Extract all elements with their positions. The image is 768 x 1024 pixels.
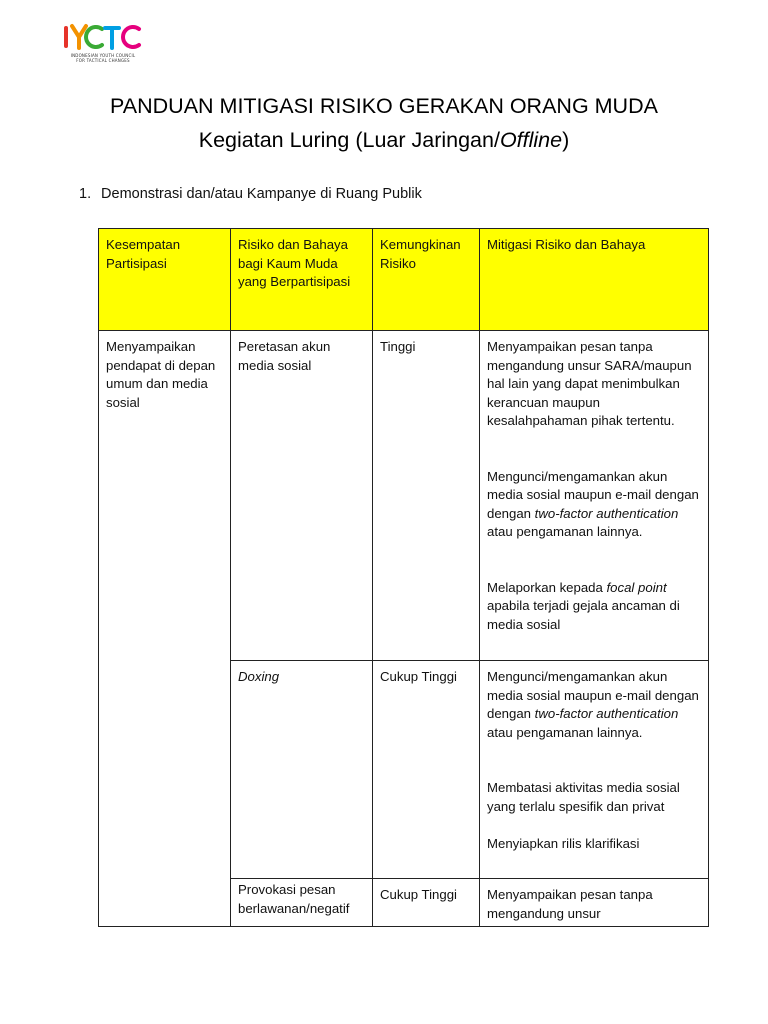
logo-subtitle-line1: INDONESIAN YOUTH COUNCIL [70, 53, 136, 58]
header-likelihood: Kemungkinan Risiko [373, 229, 480, 331]
logo-subtitle [62, 53, 144, 63]
table-row [99, 331, 709, 661]
header-participation: Kesempatan Partisipasi [99, 229, 231, 331]
section-heading [79, 186, 422, 202]
mitigation-cell [480, 661, 709, 879]
header-mitigation: Mitigasi Risiko dan Bahaya [480, 229, 709, 331]
document-subtitle: Kegiatan Luring (Luar Jaringan/Offline) [198, 128, 570, 152]
likelihood-cell: Cukup Tinggi [373, 879, 480, 927]
risk-cell: Provokasi pesan berlawanan/negatif [231, 879, 373, 927]
risk-cell: Doxing [231, 661, 373, 879]
table-header-row [99, 229, 709, 331]
mitigation-item: Melaporkan kepada focal point apabila terjadi gejala ancaman di media sosial [487, 579, 680, 632]
likelihood-cell: Cukup Tinggi [373, 661, 480, 879]
section-number: 1. [79, 186, 92, 202]
mitigation-item: Mengunci/mengamankan akun media sosial maupun e-mail dengan dengan two-factor authentication atau pengamanan lainnya. [487, 468, 699, 539]
section-text: Demonstrasi dan/atau Kampanye di Ruang Publik [101, 186, 422, 202]
mitigation-cell [480, 331, 709, 661]
mitigation-item: Membatasi aktivitas media sosial yang terlalu spesifik dan privat [487, 780, 680, 814]
mitigation-cell: Menyampaikan pesan tanpa mengandung unsur [480, 879, 709, 927]
mitigation-item: Menyampaikan pesan tanpa mengandung unsur SARA/maupun hal lain yang dapat menimbulkan kerancuan maupun kesalahpahaman pihak tertentu. [487, 339, 692, 428]
likelihood-cell: Tinggi [373, 331, 480, 661]
mitigation-item: Mengunci/mengamankan akun media sosial maupun e-mail dengan dengan two-factor authentication atau pengamanan lainnya. [487, 669, 699, 740]
logo-subtitle-line2: FOR TACTICAL CHANGES [76, 58, 130, 63]
mitigation-item: Menyiapkan rilis klarifikasi [487, 836, 640, 851]
participation-cell: Menyampaikan pendapat di depan umum dan media sosial [99, 331, 231, 927]
iyctc-logo-mark [62, 22, 144, 52]
risk-mitigation-table [98, 228, 709, 927]
document-title: PANDUAN MITIGASI RISIKO GERAKAN ORANG MUDA [110, 94, 658, 118]
organization-logo [62, 22, 144, 63]
risk-cell: Peretasan akun media sosial [231, 331, 373, 661]
header-risk: Risiko dan Bahaya bagi Kaum Muda yang Berpartisipasi [231, 229, 373, 331]
